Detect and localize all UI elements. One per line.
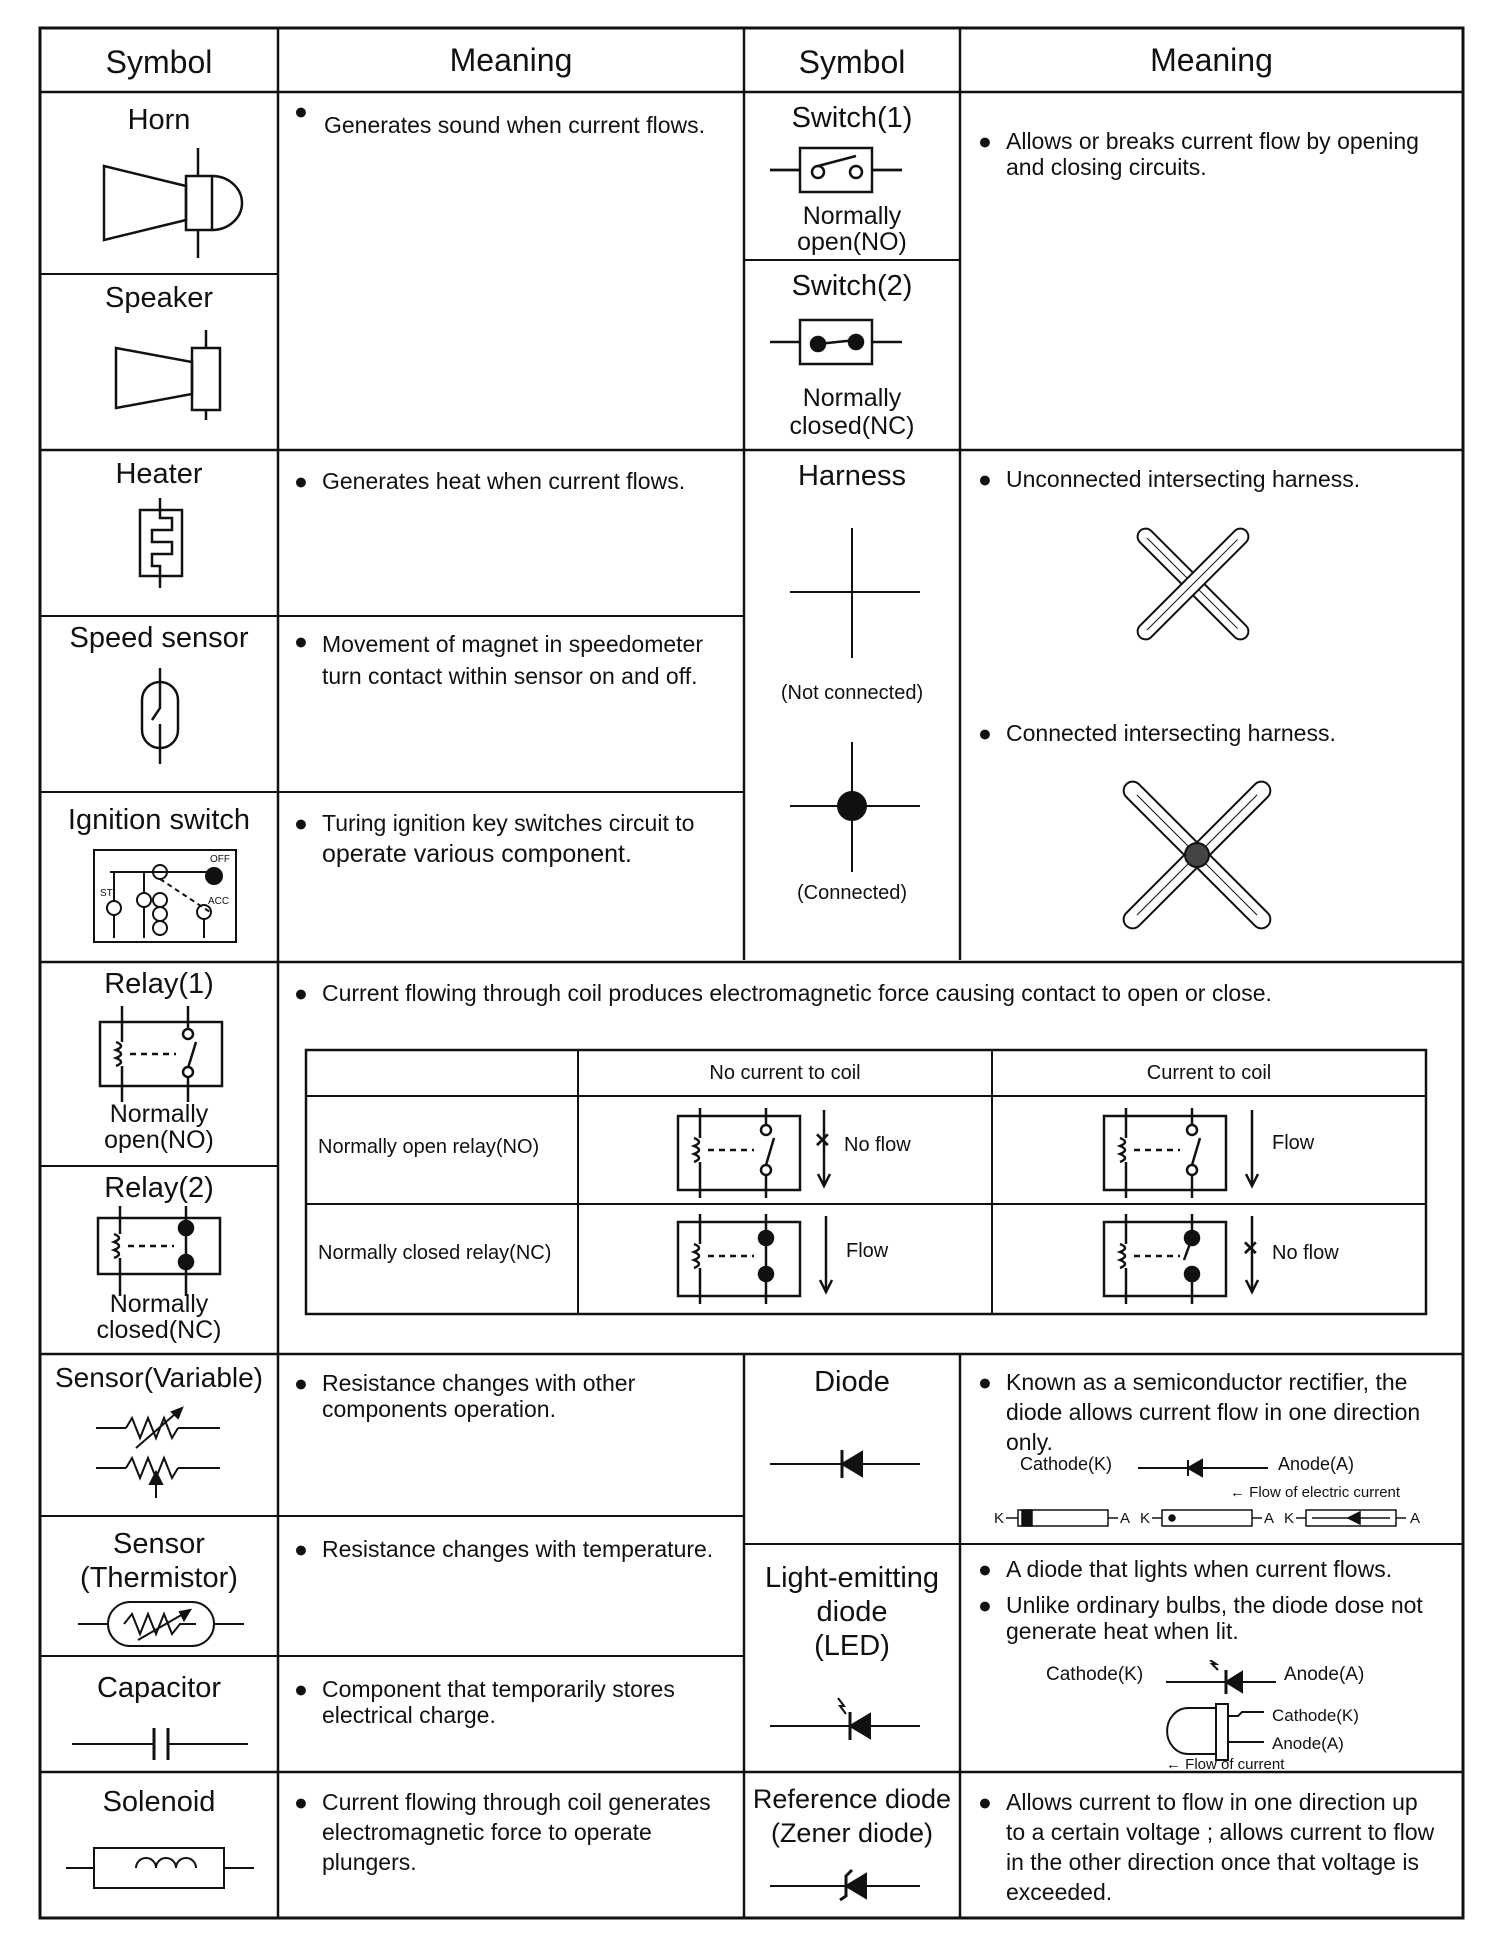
harness-connected-meaning: ● Connected intersecting harness. (978, 720, 1336, 746)
led-meaning-2: ● Unlike ordinary bulbs, the diode dose not generate heat when lit. (978, 1592, 1423, 1645)
harness-connected-icon (790, 742, 920, 872)
flow-label-2: Flow (846, 1240, 889, 1262)
speed-sensor-label: Speed sensor (69, 622, 249, 654)
led-flow-note: ← Flow of current (1166, 1756, 1285, 1773)
flow-arrow-icon-2 (816, 1216, 836, 1296)
solenoid-meaning: ● Current flowing through coil generates electromagnetic force to operate plungers. (294, 1789, 711, 1875)
diode-package-k-2: K (1140, 1510, 1151, 1527)
led-package-icon (1166, 1702, 1276, 1762)
switch1-note-1: Normally (802, 202, 902, 230)
flow-label: Flow (1272, 1132, 1315, 1154)
capacitor-meaning: ● Component that temporarily stores electrical charge. (294, 1676, 675, 1729)
zener-diode-icon (770, 1866, 920, 1906)
diode-packages-icon (994, 1506, 1434, 1530)
led-label-1: Light-emitting (764, 1562, 940, 1594)
relay-table-col-no-current: No current to coil (709, 1062, 861, 1084)
diode-package-k-1: K (994, 1510, 1005, 1527)
diode-icon (770, 1444, 920, 1484)
diode-package-k-3: K (1284, 1510, 1295, 1527)
relay-no-icon (96, 1006, 226, 1102)
diode-package-a-1: A (1120, 1510, 1131, 1527)
svg-text:ACC: ACC (208, 896, 230, 907)
led-package-anode: Anode(A) (1272, 1734, 1344, 1753)
diode-package-a-3: A (1410, 1510, 1421, 1527)
horn-label: Horn (127, 104, 191, 136)
header-symbol-2: Symbol (798, 44, 906, 80)
heater-icon (132, 498, 192, 588)
switch1-note-2: open(NO) (797, 228, 907, 256)
ignition-switch-label: Ignition switch (67, 804, 251, 836)
led-package-cathode: Cathode(K) (1272, 1706, 1359, 1725)
relay2-label: Relay(2) (104, 1172, 214, 1204)
relay-no-open-contact-icon (674, 1108, 804, 1198)
switch1-label: Switch(1) (791, 102, 913, 134)
diode-meaning: ● Known as a semiconductor rectifier, the diode allows current flow in one direction only. (978, 1369, 1421, 1455)
switch2-note-1: Normally (802, 384, 902, 412)
connected-harness-illustration (1112, 770, 1282, 940)
led-label-2: diode (816, 1596, 888, 1628)
horn-icon (100, 148, 250, 258)
header-symbol: Symbol (105, 44, 213, 80)
relay-meaning: ● Current flowing through coil produces electromagnetic force causing contact to open or close. (294, 980, 1272, 1006)
switch2-label: Switch(2) (791, 270, 913, 302)
relay-table-row-no: Normally open relay(NO) (318, 1136, 540, 1158)
no-flow-x-mark: ✕ (814, 1130, 831, 1152)
zener-meaning: ● Allows current to flow in one direction up to a certain voltage ; allows current to flow in the other direction once that voltage is exceeded. (978, 1789, 1435, 1905)
header-meaning-2: Meaning (1150, 42, 1273, 78)
led-cathode-label: Cathode(K) (1046, 1664, 1144, 1685)
header-meaning: Meaning (449, 42, 573, 78)
thermistor-label-1: Sensor (113, 1528, 205, 1560)
switch2-note-2: closed(NC) (789, 412, 915, 440)
harness-label: Harness (798, 460, 906, 492)
switch-meaning: ● Allows or breaks current flow by opening and closing circuits. (978, 128, 1419, 181)
no-flow-label-2: No flow (1272, 1242, 1339, 1264)
relay-nc-open-contact-icon (1100, 1214, 1230, 1304)
zener-label-2: (Zener diode) (770, 1818, 934, 1848)
zener-label-1: Reference diode (752, 1784, 952, 1814)
heater-label: Heater (115, 458, 203, 490)
speaker-icon (112, 330, 242, 420)
horn-meaning: ● Generates sound when current flows. (294, 98, 705, 138)
svg-text:ST: ST (100, 888, 113, 899)
relay1-note-2: open(NO) (104, 1126, 214, 1154)
solenoid-icon (66, 1842, 256, 1892)
svg-text:OFF: OFF (210, 854, 230, 865)
unconnected-harness-illustration (1128, 524, 1258, 644)
relay-nc-closed-contact-icon (674, 1214, 804, 1304)
capacitor-label: Capacitor (96, 1672, 222, 1704)
diode-flow-note: ← Flow of electric current (1230, 1484, 1401, 1501)
led-meaning-1: ● A diode that lights when current flows. (978, 1556, 1393, 1582)
relay-table-row-nc: Normally closed relay(NC) (318, 1242, 552, 1264)
capacitor-icon (72, 1724, 252, 1764)
speed-sensor-icon (136, 668, 186, 764)
thermistor-meaning: ● Resistance changes with temperature. (294, 1536, 714, 1562)
harness-unconnected-meaning: ● Unconnected intersecting harness. (978, 466, 1361, 492)
led-anode-label: Anode(A) (1284, 1664, 1365, 1685)
relay1-note-1: Normally (109, 1100, 209, 1128)
solenoid-label: Solenoid (102, 1786, 216, 1818)
switch-no-icon (770, 140, 906, 200)
variable-resistor-icon (96, 1402, 226, 1498)
ignition-meaning: ● Turing ignition key switches circuit to operate various component. (294, 810, 695, 869)
harness-not-connected-icon (790, 528, 920, 658)
thermistor-label-2: (Thermistor) (80, 1562, 238, 1594)
diode-anode-label: Anode(A) (1278, 1454, 1355, 1474)
relay-nc-icon (94, 1206, 224, 1296)
speed-sensor-meaning: ● Movement of magnet in speedometer turn contact within sensor on and off. (294, 628, 703, 690)
flow-arrow-icon (1242, 1110, 1262, 1190)
led-small-icon (1166, 1660, 1276, 1694)
harness-not-connected-label: (Not connected) (780, 682, 924, 704)
relay2-note-1: Normally (109, 1290, 209, 1318)
no-flow-x-mark-2: ✕ (1242, 1238, 1259, 1260)
no-flow-label: No flow (844, 1134, 911, 1156)
heater-meaning: ● Generates heat when current flows. (294, 468, 686, 494)
diode-label: Diode (814, 1366, 890, 1398)
switch-nc-icon (770, 312, 906, 372)
speaker-label: Speaker (104, 282, 213, 314)
thermistor-icon (78, 1596, 248, 1652)
ignition-switch-icon (90, 846, 240, 946)
led-icon (770, 1696, 920, 1746)
led-label-3: (LED) (814, 1630, 890, 1662)
sensor-variable-label: Sensor(Variable) (54, 1362, 264, 1393)
diode-package-a-2: A (1264, 1510, 1275, 1527)
relay-no-closed-contact-icon (1100, 1108, 1230, 1198)
diode-cathode-label: Cathode(K) (1020, 1454, 1113, 1474)
relay1-label: Relay(1) (104, 968, 214, 1000)
relay-table-col-current: Current to coil (1146, 1062, 1272, 1084)
diode-small-icon (1138, 1458, 1268, 1478)
harness-connected-label: (Connected) (796, 882, 908, 904)
sensor-variable-meaning: ● Resistance changes with other components operation. (294, 1370, 636, 1423)
relay2-note-2: closed(NC) (96, 1316, 222, 1344)
